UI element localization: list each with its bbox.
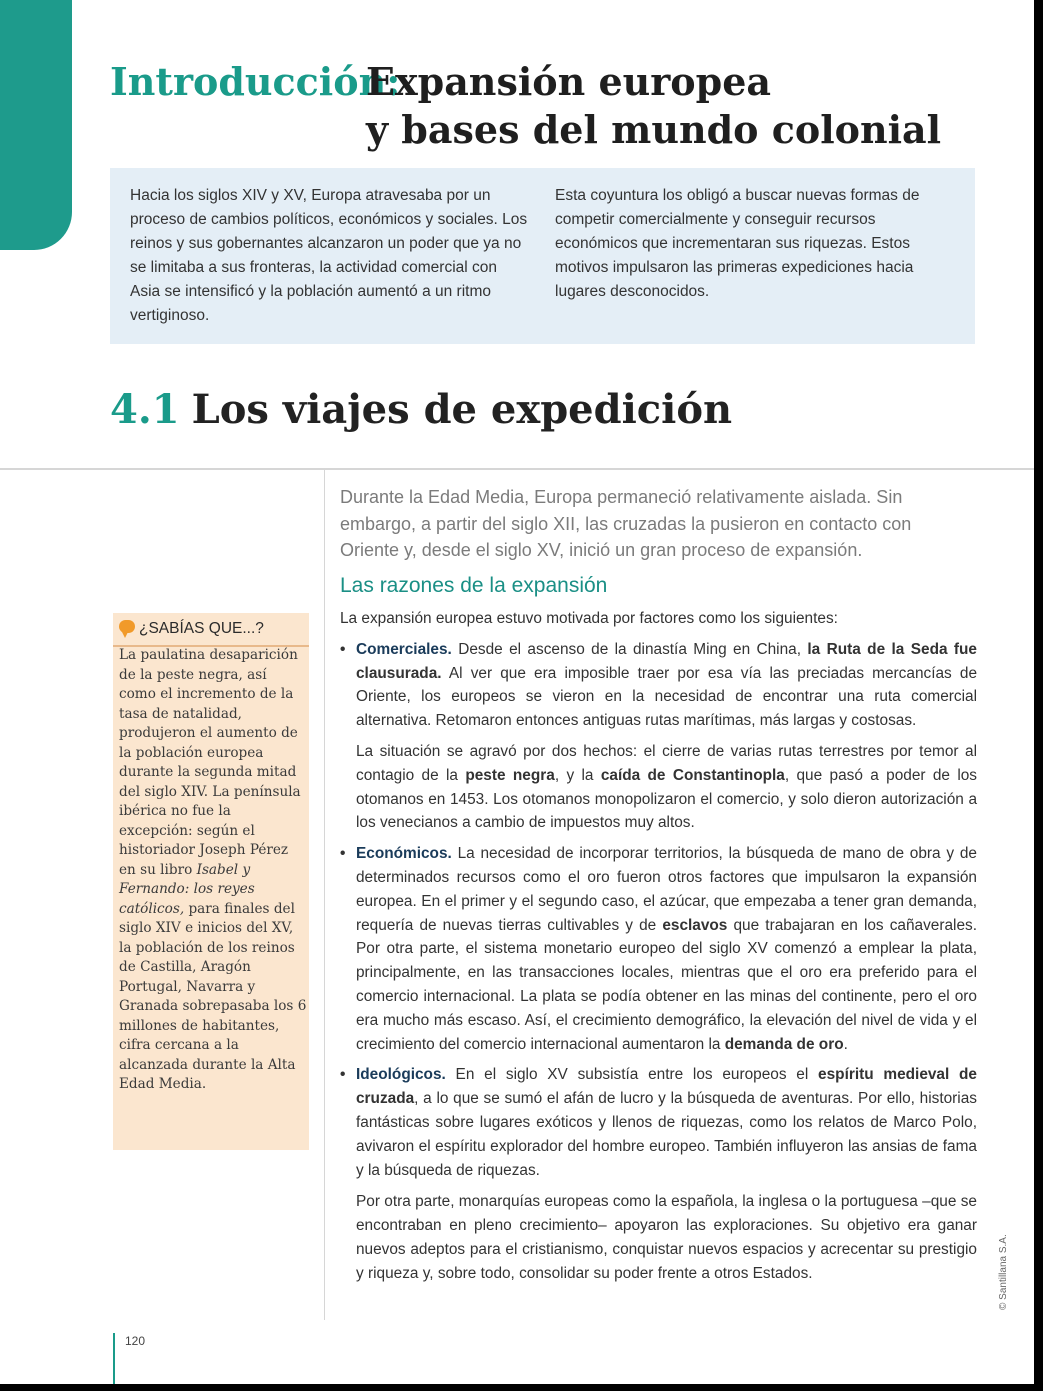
bullet-dot: • [340, 1066, 346, 1084]
bullet-ideologicos [340, 1063, 977, 1182]
sidebar-text-part: La paulatina desaparición de la peste negra, así como el incremento de la tasa de natalidad, produjeron el aumento de la población europea durante la segunda mitad del siglo XIV. La península ibérica no fue la excepción: según el historiador Joseph Pérez en su libro [119, 647, 301, 878]
intro-column-left: Hacia los siglos XIV y XV, Europa atravesaba por un proceso de cambios políticos, económicos y sociales. Los reinos y sus gobernantes alcanzaron un poder que ya no se limitaba a sus fronteras, la actividad comercial con Asia se intensificó y la población aumentó a un ritmo vertiginoso. [130, 187, 528, 324]
page-title-line1: Expansión europea [366, 59, 772, 104]
column-divider [324, 470, 325, 1320]
bold-term: peste negra [465, 766, 555, 784]
bullet-text: La necesidad de incorporar territorios, la búsqueda de mano de obra y de determinados recursos como el oro fueron otros factores que impulsaron la expansión europea. En el primer y el segundo caso, el azúcar, que empezaba a tener gran demanda, requería de nuevas tierras cultivables y de [356, 845, 977, 934]
bullet-text: , a lo que se sumó el afán de lucro y la búsqueda de aventuras. Por ello, historias fantásticas sobre lugares exóticos y llenos de riquezas, como los relatos de Marco Polo, avivaron el espíritu explorador del hombre europeo. También influyeron las ansias de fama y la búsqueda de riquezas. [356, 1090, 977, 1179]
bullet-text: En el siglo XV subsistía entre los europeos el [445, 1066, 819, 1084]
page-number-bar [113, 1333, 115, 1384]
did-you-know-box [113, 613, 309, 1150]
bullet-economicos [340, 842, 977, 1056]
title-label: Introducción: [110, 59, 401, 104]
bold-term: la Ruta de la Seda fue clausurada. [356, 640, 977, 682]
section-title: Los viajes de expedición [191, 386, 733, 433]
did-you-know-text [119, 646, 307, 1095]
bullet-text: Al ver que era imposible traer por esa vía las preciadas mercancías de Oriente, los europeos se vieron en la necesidad de encontrar una ruta comercial alternativa. Retomaron entonces antiguas rutas marítimas, más largas y costosas. [356, 664, 977, 730]
lead-paragraph: La expansión europea estuvo motivada por factores como los siguientes: [340, 610, 838, 627]
page-number: 120 [125, 1334, 146, 1348]
bullet-comerciales [340, 638, 977, 733]
intro-paragraph: Durante la Edad Media, Europa permaneció relativamente aislada. Sin embargo, a partir del siglo XII, las cruzadas la pusieron en contacto con Oriente y, desde el siglo XV, inició un gran proceso de expansión. [340, 487, 912, 560]
paragraph-text: La situación se agravó por dos hechos: el cierre de varias rutas terrestres por temor al contagio de la [356, 742, 977, 784]
comerciales-paragraph-2 [340, 740, 977, 835]
publisher-credit: © Santillana S.A. [998, 1234, 1009, 1310]
chapter-tab-decoration [0, 0, 72, 250]
bullet-dot: • [340, 845, 346, 863]
subheading: Las razones de la expansión [340, 574, 608, 597]
bullet-text: Desde el ascenso de la dinastía Ming en China, [451, 640, 808, 658]
intro-box [110, 168, 975, 344]
did-you-know-title: ¿SABÍAS QUE...? [139, 620, 264, 637]
section-heading [110, 382, 732, 438]
page-title-line2: y bases del mundo colonial [366, 107, 942, 152]
sidebar-text-part: para finales del siglo XIV e inicios del XV, la población de los reinos de Castilla, Aragón Portugal, Navarra y Granada sobrepasaba los 6 millones de habitantes, cifra cercana a la alcanzada durante la Alta Edad Media. [119, 900, 307, 1092]
bullet-text: . [843, 1035, 848, 1053]
did-you-know-heading [119, 615, 264, 643]
page-title [366, 58, 941, 154]
bullet-text: que trabajaran en los cañaverales. Por otra parte, el sistema monetario europeo del siglo XV comenzó a emplear la plata, principalmente, en las transacciones locales, mientras que el oro era preferido para el comercio internacional. La plata se podía obtener en las minas del continente, pero el oro era mucho más escaso. Así, el crecimiento demográfico, la elevación del nivel de vida y el crecimiento del comercio internacional aumentaron la [356, 916, 977, 1053]
bullet-dot: • [340, 640, 346, 658]
bold-term: demanda de oro [724, 1035, 844, 1053]
bullet-title: Económicos. [356, 845, 452, 863]
bold-term: caída de Constantinopla [600, 766, 785, 784]
paragraph-text: , y la [554, 766, 601, 784]
section-divider [0, 468, 1034, 470]
paragraph-text: , que pasó a poder de los otomanos en 1453. Los otomanos monopolizaron el comercio, y solo dieron autorización a los venecianos a cambio de impuestos muy altos. [356, 766, 978, 832]
section-number: 4.1 [110, 386, 180, 433]
speech-bubble-icon [119, 620, 135, 633]
bullet-title: Ideológicos. [356, 1066, 446, 1084]
bullet-title: Comerciales. [356, 640, 452, 658]
main-text [340, 607, 977, 1286]
bold-term: espíritu medieval de cruzada [356, 1066, 977, 1108]
intro-column-right: Esta coyuntura los obligó a buscar nuevas formas de competir comercialmente y conseguir recursos económicos que incrementaran sus riquezas. Estos motivos impulsaron las primeras expediciones hacia lugares desconocidos. [555, 187, 920, 300]
ideologicos-paragraph-2: Por otra parte, monarquías europeas como la española, la inglesa o la portuguesa –que se encontraban en pleno crecimiento– apoyaron las exploraciones. Su objetivo era ganar nuevos adeptos para el cristianismo, conquistar nuevos espacios y acrecentar su prestigio y riqueza y, sobre todo, consolidar su poder frente a otros Estados. [356, 1193, 977, 1282]
bold-term: esclavos [662, 916, 728, 934]
book-title: Isabel y Fernando: los reyes católicos, [119, 861, 255, 917]
